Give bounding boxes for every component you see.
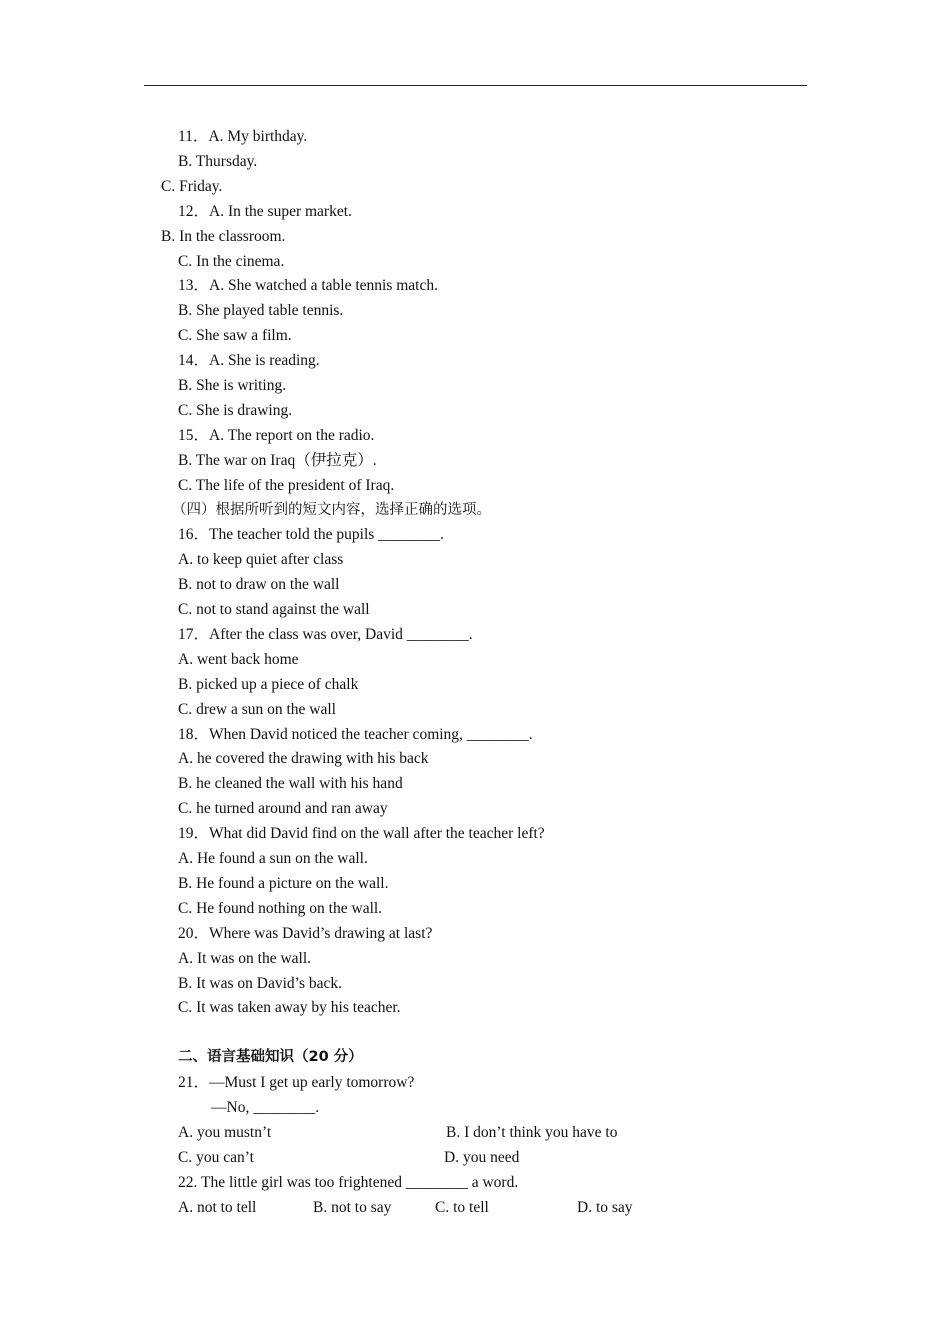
text-line: B. not to say: [313, 1199, 392, 1216]
text-line: 22. The little girl was too frightened ________ a word.: [178, 1174, 519, 1191]
text-line: C. In the cinema.: [178, 253, 285, 270]
text-line: 15．A. The report on the radio.: [178, 427, 375, 444]
text-line: A. He found a sun on the wall.: [178, 850, 368, 867]
text-line: C. to tell: [435, 1199, 489, 1216]
header-rule: [144, 85, 807, 86]
text-line: A. not to tell: [178, 1199, 257, 1216]
text-line: C. She is drawing.: [178, 402, 293, 419]
text-line: 12．A. In the super market.: [178, 203, 352, 220]
text-line: B. She played table tennis.: [178, 302, 344, 319]
text-line: C. She saw a film.: [178, 327, 292, 344]
text-line: A. to keep quiet after class: [178, 551, 344, 568]
text-line: A. went back home: [178, 651, 299, 668]
text-line: B. It was on David’s back.: [178, 975, 343, 992]
text-line: 19．What did David find on the wall after the teacher left?: [178, 825, 545, 842]
text-line: C. he turned around and ran away: [178, 800, 388, 817]
text-line: C. you can’t: [178, 1149, 254, 1166]
text-line: B. She is writing.: [178, 377, 287, 394]
text-line: B. picked up a piece of chalk: [178, 676, 359, 693]
text-line: B. I don’t think you have to: [446, 1124, 618, 1141]
text-line: C. The life of the president of Iraq.: [178, 477, 395, 494]
text-line: 16．The teacher told the pupils ________.: [178, 526, 445, 543]
text-line: —No, ________.: [211, 1099, 320, 1116]
text-line: C. drew a sun on the wall: [178, 701, 336, 718]
text-line: C. not to stand against the wall: [178, 601, 370, 618]
text-line: B. he cleaned the wall with his hand: [178, 775, 403, 792]
text-line: 18．When David noticed the teacher coming, ________.: [178, 726, 533, 743]
text-line: B. Thursday.: [178, 153, 258, 170]
text-line: A. he covered the drawing with his back: [178, 750, 429, 767]
text-line: 11．A. My birthday.: [178, 128, 308, 145]
text-line: D. you need: [444, 1149, 520, 1166]
text-line: C. It was taken away by his teacher.: [178, 999, 401, 1016]
text-line: B. The war on Iraq（伊拉克）.: [178, 452, 377, 469]
text-line: A. you mustn’t: [178, 1124, 272, 1141]
text-line: C. Friday.: [161, 178, 223, 195]
text-line: 13．A. She watched a table tennis match.: [178, 277, 438, 294]
text-line: （四）根据所听到的短文内容，选择正确的选项。: [172, 502, 491, 518]
text-line: B. not to draw on the wall: [178, 576, 340, 593]
text-line: C. He found nothing on the wall.: [178, 900, 383, 917]
text-line: A. It was on the wall.: [178, 950, 312, 967]
text-line: D. to say: [577, 1199, 633, 1216]
text-line: B. He found a picture on the wall.: [178, 875, 389, 892]
text-line: 21．—Must I get up early tomorrow?: [178, 1074, 415, 1091]
text-line: 20．Where was David’s drawing at last?: [178, 925, 433, 942]
text-line: 二、语言基础知识（20 分）: [178, 1049, 363, 1065]
text-line: 14．A. She is reading.: [178, 352, 320, 369]
text-line: B. In the classroom.: [161, 228, 286, 245]
text-line: 17．After the class was over, David ________.: [178, 626, 473, 643]
